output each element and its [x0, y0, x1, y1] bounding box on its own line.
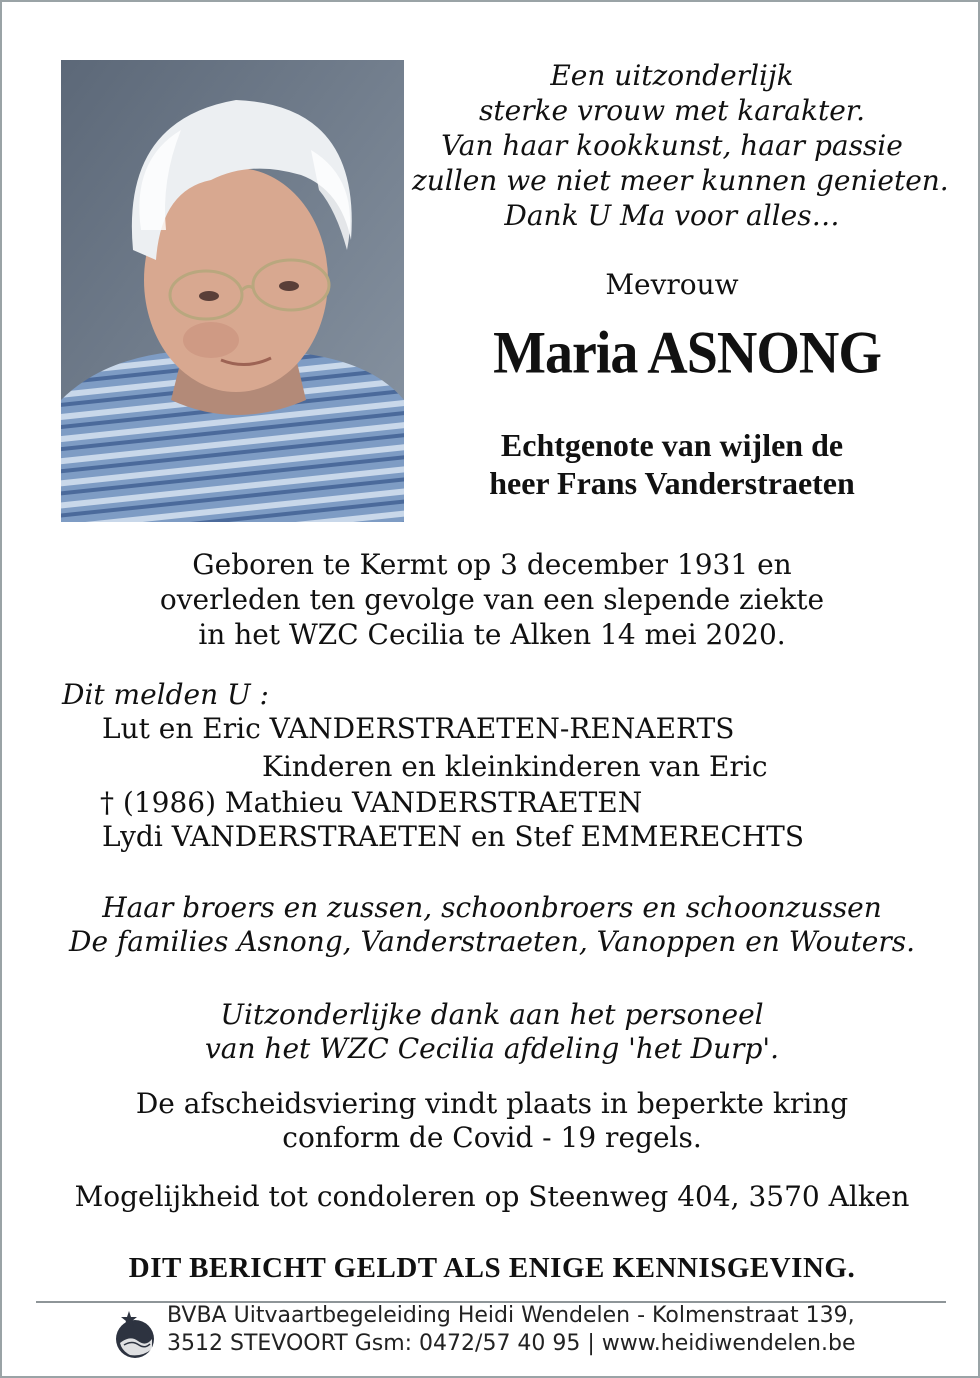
- poem: [412, 58, 949, 233]
- thanks-line: van het WZC Cecilia afdeling 'het Durp'.: [204, 1032, 780, 1065]
- poem-line: Een uitzonderlijk: [550, 59, 794, 92]
- family-member: † (1986) Mathieu VANDERSTRAETEN: [100, 786, 643, 819]
- family-member: Kinderen en kleinkinderen van Eric: [262, 750, 768, 783]
- deceased-name: Maria ASNONG: [493, 319, 881, 387]
- funeral-home-info: [167, 1302, 856, 1358]
- family-member: Lut en Eric VANDERSTRAETEN-RENAERTS: [102, 712, 735, 745]
- poem-line: Dank U Ma voor alles…: [504, 199, 840, 232]
- announce-label: Dit melden U :: [62, 678, 269, 711]
- poem-line: zullen we niet meer kunnen genieten.: [412, 164, 949, 197]
- poem-line: Van haar kookkunst, haar passie: [441, 129, 903, 162]
- ceremony-info: [42, 1087, 942, 1155]
- ceremony-line: conform de Covid - 19 regels.: [282, 1121, 702, 1154]
- thanks: [42, 998, 942, 1066]
- notice: DIT BERICHT GELDT ALS ENIGE KENNISGEVING.: [128, 1252, 856, 1284]
- condolence-line: Mogelijkheid tot condoleren op Steenweg 404, 3570 Alken: [74, 1180, 910, 1213]
- birth-death-line: overleden ten gevolge van een slepende ziekte: [159, 583, 825, 616]
- thanks-line: Uitzonderlijke dank aan het personeel: [220, 998, 764, 1031]
- footer-line: 3512 STEVOORT Gsm: 0472/57 40 95 | www.heidiwendelen.be: [167, 1331, 856, 1356]
- condolence-info: [42, 1180, 942, 1214]
- spouse-info: [432, 426, 912, 502]
- funeral-home-logo-icon: [112, 1309, 158, 1361]
- ceremony-line: De afscheidsviering vindt plaats in beperkte kring: [135, 1087, 849, 1120]
- birth-death-line: in het WZC Cecilia te Alken 14 mei 2020.: [198, 618, 786, 651]
- honorific: Mevrouw: [605, 268, 739, 301]
- footer-line: BVBA Uitvaartbegeleiding Heidi Wendelen - Kolmenstraat 139,: [167, 1303, 855, 1328]
- spouse-line: heer Frans Vanderstraeten: [489, 465, 855, 501]
- relatives-line: Haar broers en zussen, schoonbroers en schoonzussen: [102, 891, 882, 924]
- portrait-photo: [61, 60, 404, 522]
- birth-death-line: Geboren te Kermt op 3 december 1931 en: [192, 548, 792, 581]
- spouse-line: Echtgenote van wijlen de: [500, 427, 844, 463]
- birth-death-info: [42, 547, 942, 652]
- relatives-line: De families Asnong, Vanderstraeten, Vanoppen en Wouters.: [69, 925, 915, 958]
- poem-line: sterke vrouw met karakter.: [479, 94, 865, 127]
- relatives: [42, 891, 942, 959]
- family-member: Lydi VANDERSTRAETEN en Stef EMMERECHTS: [102, 820, 805, 853]
